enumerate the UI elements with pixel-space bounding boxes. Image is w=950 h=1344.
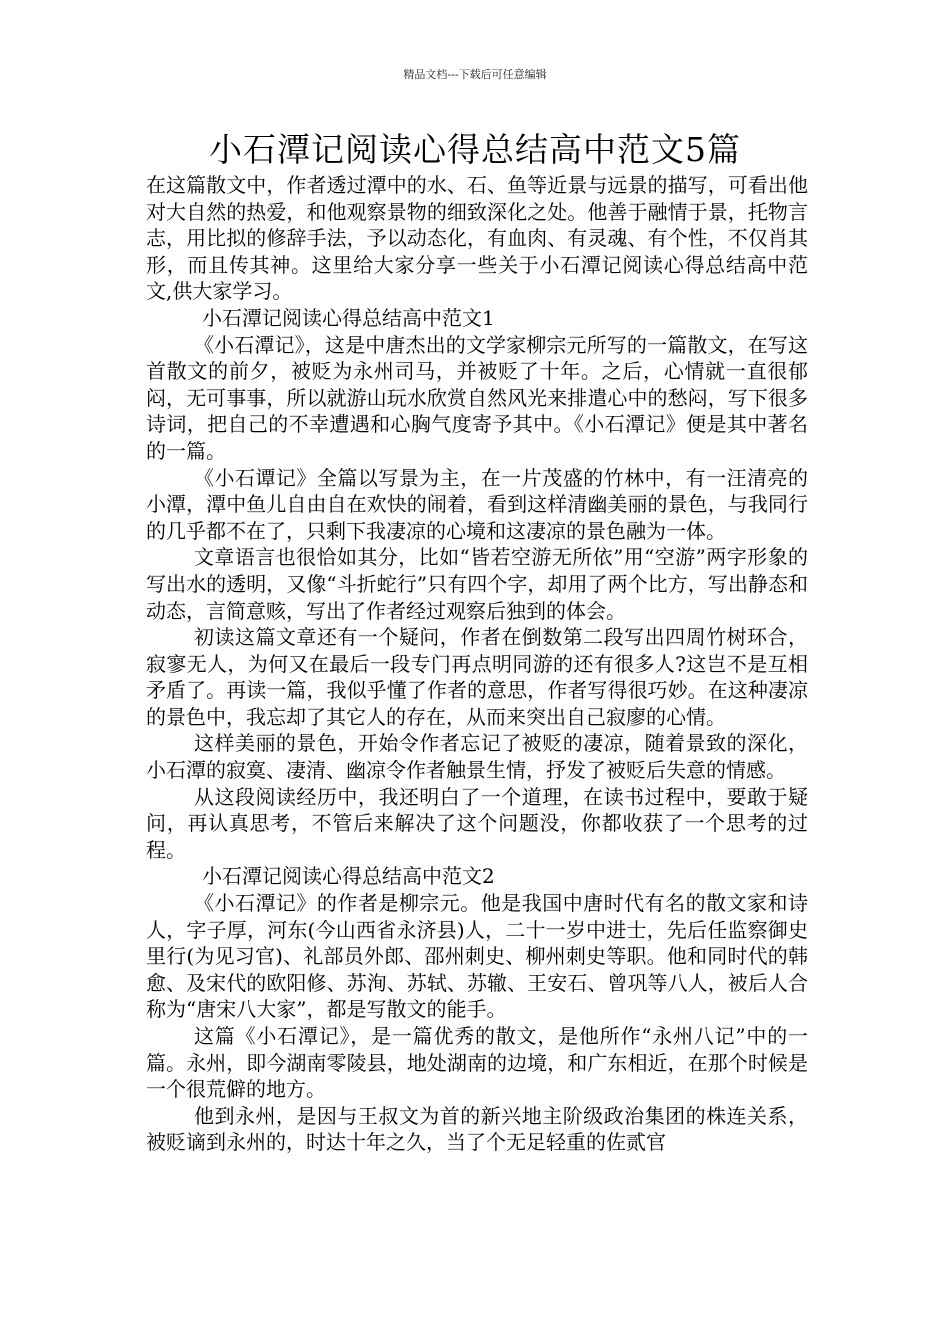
body-paragraph: 《小石潭记》的作者是柳宗元。他是我国中唐时代有名的散文家和诗人，字子厚，河东(今山西省永济县)人，二十一岁中进士，先后任监察御史里行(为见习官)、礼部员外郎、邵州刺史、柳州刺史等职。他和同时代的韩愈、及宋代的欧阳修、苏洵、苏轼、苏辙、王安石、曾巩等八人，被后人合称为“唐宋八大家”，都是写散文的能手。 xyxy=(146,891,808,1022)
body-paragraph: 《小石潭记》，这是中唐杰出的文学家柳宗元所写的一篇散文，在写这首散文的前夕，被贬为永州司马，并被贬了十年。之后，心情就一直很郁闷，无可事事，所以就游山玩水欣赏自然风光来排遣心中的愁闷，写下很多诗词，把自己的不幸遭遇和心胸气度寄予其中。《小石潭记》便是其中著名的一篇。 xyxy=(146,332,808,463)
section-heading-2: 小石潭记阅读心得总结高中范文2 xyxy=(202,864,495,889)
body-paragraph: 他到永州，是因与王叔文为首的新兴地主阶级政治集团的株连关系，被贬谪到永州的，时达十年之久，当了个无足轻重的佐贰官 xyxy=(146,1103,808,1155)
section-heading-1: 小石潭记阅读心得总结高中范文1 xyxy=(202,305,495,330)
body-paragraph: 这样美丽的景色，开始令作者忘记了被贬的凄凉，随着景致的深化，小石潭的寂寞、凄清、幽凉令作者触景生情，抒发了被贬后失意的情感。 xyxy=(146,731,808,783)
body-paragraph: 从这段阅读经历中，我还明白了一个道理，在读书过程中，要敢于疑问，再认真思考，不管后来解决了这个问题没，你都收获了一个思考的过程。 xyxy=(146,784,808,862)
body-paragraph: 《小石谭记》全篇以写景为主，在一片茂盛的竹林中，有一汪清亮的小潭，潭中鱼儿自由自在欢快的闹着，看到这样清幽美丽的景色，与我同行的几乎都不在了，只剩下我凄凉的心境和这凄凉的景色融为一体。 xyxy=(146,465,808,543)
body-paragraph: 文章语言也很恰如其分，比如“皆若空游无所依”用“空游”两字形象的写出水的透明，又像“斗折蛇行”只有四个字，却用了两个比方，写出静态和动态，言简意赅，写出了作者经过观察后独到的体会。 xyxy=(146,545,808,623)
document-body xyxy=(146,172,808,1156)
page-header: 精品文档---下载后可任意编辑 xyxy=(403,68,547,81)
document-title: 小石潭记阅读心得总结高中范文5篇 xyxy=(209,130,741,169)
body-paragraph: 这篇《小石潭记》，是一篇优秀的散文，是他所作“永州八记”中的一篇。永州，即今湖南零陵县，地处湖南的边境，和广东相近，在那个时候是一个很荒僻的地方。 xyxy=(146,1024,808,1102)
body-paragraph: 初读这篇文章还有一个疑问，作者在倒数第二段写出四周竹树环合，寂寥无人，为何又在最后一段专门再点明同游的还有很多人?这岂不是互相矛盾了。再读一篇，我似乎懂了作者的意思，作者写得很巧妙。在这种凄凉的景色中，我忘却了其它人的存在，从而来突出自己寂廖的心情。 xyxy=(146,625,808,729)
intro-paragraph: 在这篇散文中，作者透过潭中的水、石、鱼等近景与远景的描写，可看出他对大自然的热爱，和他观察景物的细致深化之处。他善于融情于景，托物言志，用比拟的修辞手法，予以动态化，有血肉、有灵魂、有个性，不仅肖其形，而且传其神。这里给大家分享一些关于小石潭记阅读心得总结高中范文,供大家学习。 xyxy=(146,173,808,304)
